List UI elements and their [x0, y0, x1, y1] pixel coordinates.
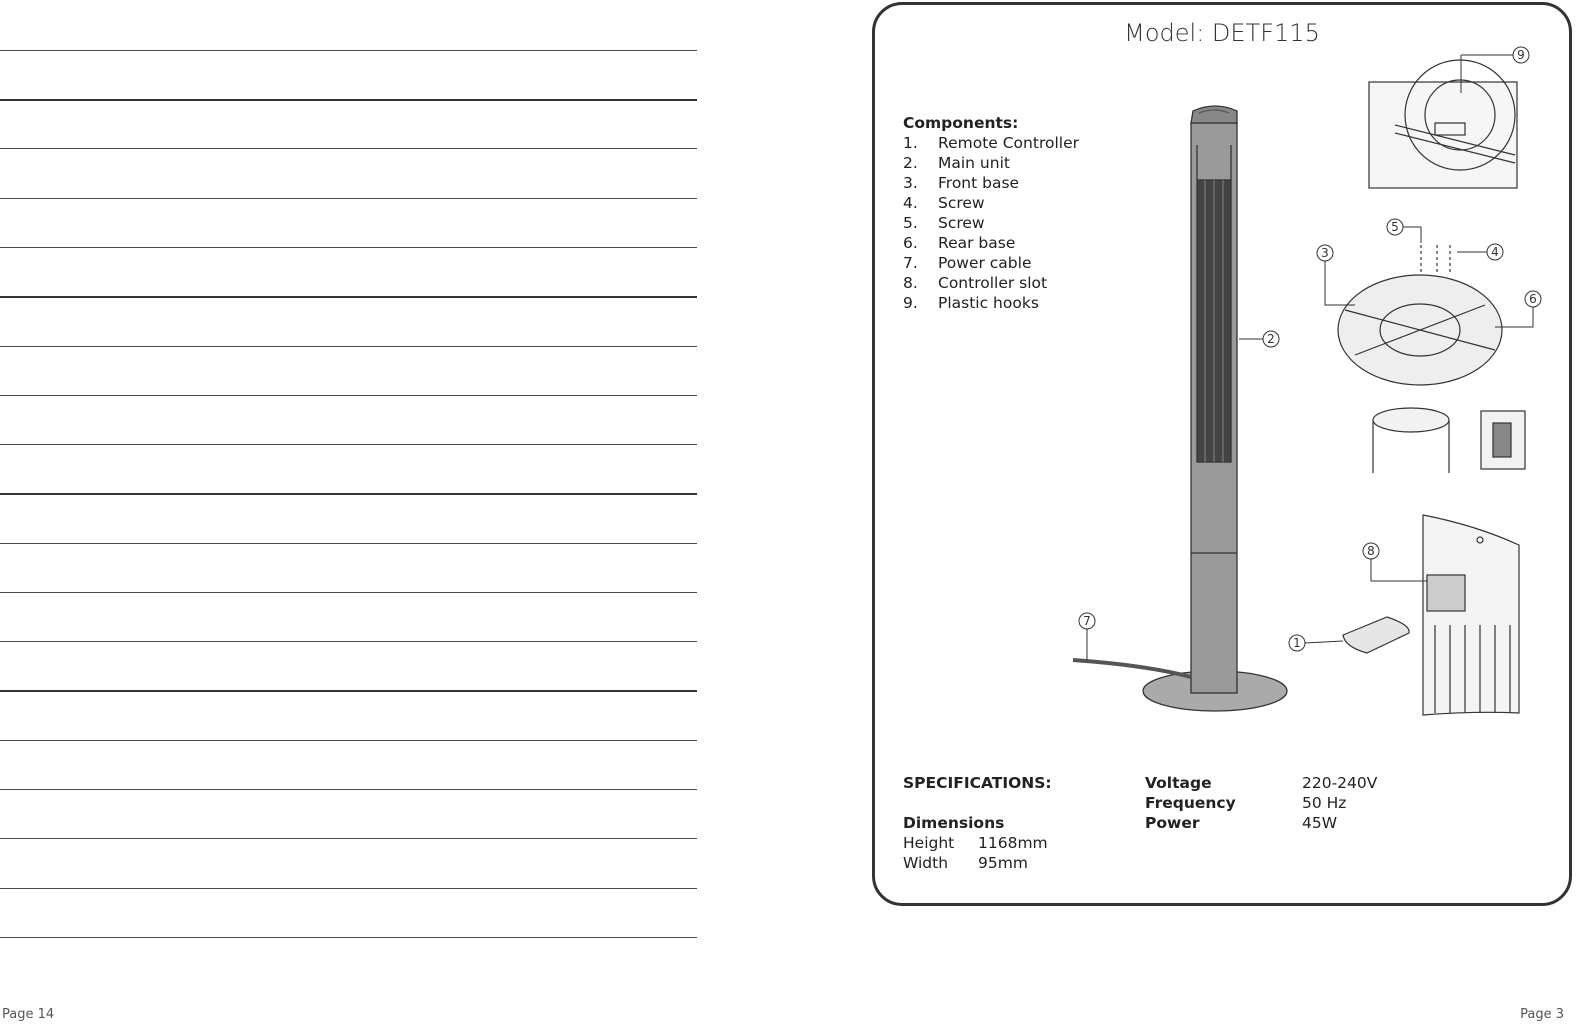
list-item: 2. Main unit — [903, 154, 1010, 172]
note-line — [0, 838, 697, 839]
list-item: 5. Screw — [903, 214, 985, 232]
note-line — [0, 592, 697, 593]
components-heading: Components: — [903, 114, 1019, 132]
note-line — [0, 148, 697, 149]
note-line — [0, 444, 697, 445]
note-line — [0, 937, 697, 938]
base-assembly-drawing — [1338, 245, 1525, 473]
callout-9-number: 9 — [1517, 48, 1525, 62]
note-line — [0, 395, 697, 396]
note-line — [0, 346, 697, 347]
list-item: 8. Controller slot — [903, 274, 1048, 292]
voltage-row: Voltage 220-240V — [1145, 774, 1378, 792]
controller-slot-drawing — [1423, 515, 1519, 715]
list-item: 4. Screw — [903, 194, 985, 212]
note-line — [0, 99, 697, 101]
note-line — [0, 641, 697, 642]
height-row: Height 1168mm — [903, 834, 1048, 852]
callout-1-number: 1 — [1293, 636, 1301, 650]
power-cable-drawing — [1073, 660, 1191, 677]
dimensions-heading: Dimensions — [903, 814, 1005, 832]
note-line — [0, 247, 697, 248]
note-line — [0, 198, 697, 199]
note-line — [0, 690, 697, 692]
note-line — [0, 888, 697, 889]
page-number-left: Page 14 — [2, 1007, 55, 1022]
callout-8-number: 8 — [1367, 544, 1375, 558]
callout-5-number: 5 — [1391, 220, 1399, 234]
remote-controller-drawing — [1343, 617, 1409, 653]
list-item: 6. Rear base — [903, 234, 1016, 252]
note-line — [0, 543, 697, 544]
notes-page — [0, 0, 700, 1031]
tower-fan-drawing — [1143, 106, 1287, 711]
fan-illustration — [875, 5, 1569, 903]
specifications — [903, 773, 1052, 873]
note-line — [0, 50, 697, 51]
list-item: 9. Plastic hooks — [903, 294, 1039, 312]
list-item: 3. Front base — [903, 174, 1020, 192]
note-line — [0, 493, 697, 495]
callout-4-number: 4 — [1491, 245, 1499, 259]
list-item: 7. Power cable — [903, 254, 1032, 272]
list-item: 1. Remote Controller — [903, 134, 1079, 152]
page-number-right: Page 3 — [1520, 1007, 1564, 1022]
note-line — [0, 740, 697, 741]
note-line — [0, 789, 697, 790]
callout-7-number: 7 — [1083, 614, 1091, 628]
callout-3-number: 3 — [1321, 246, 1329, 260]
callout-6-number: 6 — [1529, 292, 1537, 306]
product-panel — [872, 2, 1572, 906]
power-row: Power 45W — [1145, 814, 1338, 832]
note-line — [0, 296, 697, 298]
electrical-specs — [1145, 773, 1377, 833]
plastic-hooks-drawing — [1369, 60, 1517, 188]
callout-2-number: 2 — [1267, 332, 1275, 346]
model-title: Model: DETF115 — [1124, 19, 1320, 47]
frequency-row: Frequency 50 Hz — [1145, 794, 1347, 812]
width-row: Width 95mm — [903, 854, 1028, 872]
specifications-heading: SPECIFICATIONS: — [903, 774, 1052, 792]
